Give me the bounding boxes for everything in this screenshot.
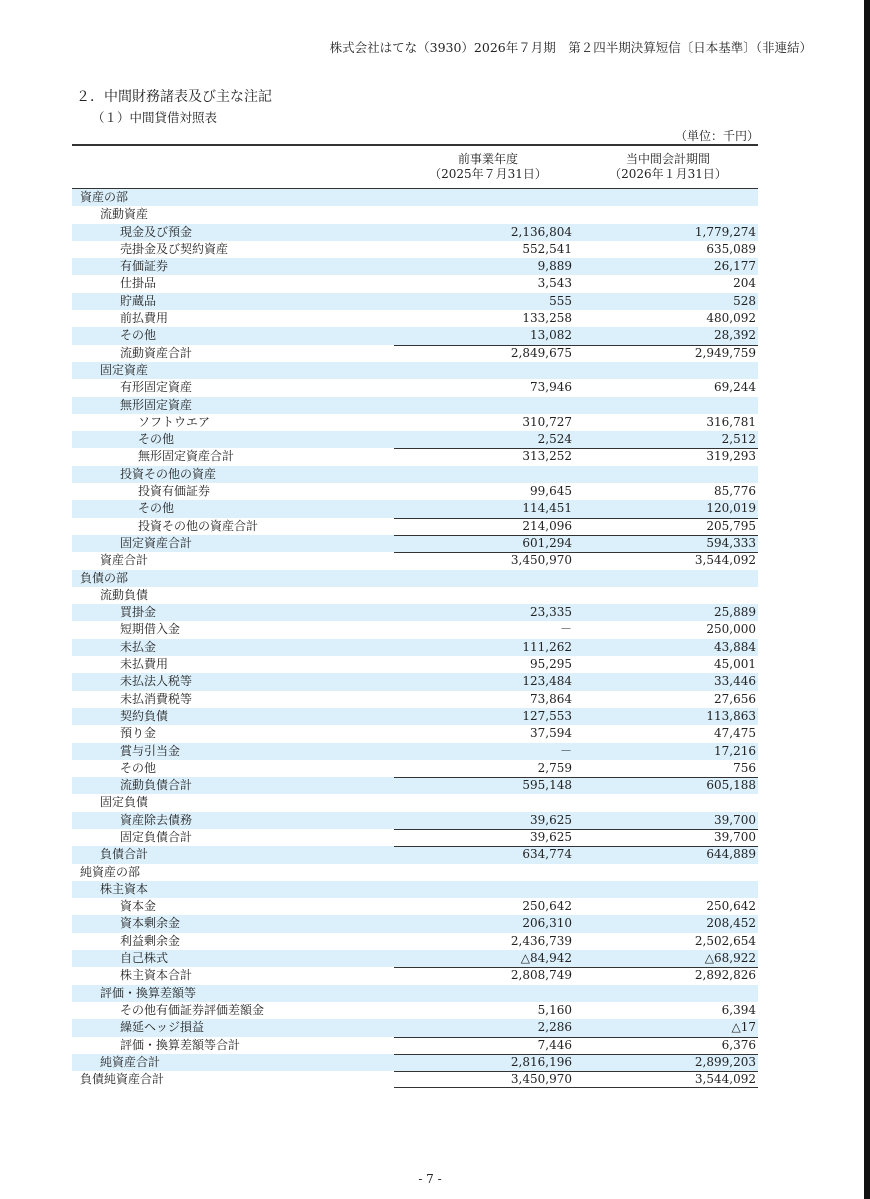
table-row bbox=[72, 708, 758, 725]
prev-period-value: 214,096 bbox=[522, 518, 572, 533]
table-row bbox=[72, 846, 758, 863]
table-row bbox=[72, 500, 758, 517]
current-period-value: 39,700 bbox=[714, 829, 756, 844]
current-period-value: 25,889 bbox=[714, 605, 756, 620]
current-period-value: 250,642 bbox=[706, 899, 756, 914]
table-row bbox=[72, 881, 758, 898]
prev-period-value: 2,136,804 bbox=[510, 224, 572, 239]
current-period-value: 3,544,092 bbox=[694, 1072, 756, 1087]
current-period-value: △68,922 bbox=[704, 951, 756, 966]
table-row bbox=[72, 310, 758, 327]
subsection-title: （１）中間貸借対照表 bbox=[92, 110, 218, 125]
current-period-value: 594,333 bbox=[706, 535, 756, 550]
row-label: 未払費用 bbox=[120, 657, 169, 672]
current-period-value: 2,892,826 bbox=[694, 968, 756, 983]
table-row bbox=[72, 327, 758, 344]
table-row bbox=[72, 535, 758, 552]
row-label: その他 bbox=[138, 501, 175, 516]
table-row bbox=[72, 829, 758, 846]
current-period-value: 205,795 bbox=[706, 518, 756, 533]
table-row bbox=[72, 466, 758, 483]
prev-period-value: 3,450,970 bbox=[510, 553, 572, 568]
row-label: 有形固定資産 bbox=[120, 380, 193, 395]
table-row bbox=[72, 864, 758, 881]
row-label: 売掛金及び契約資産 bbox=[120, 241, 229, 256]
prev-period-header bbox=[398, 152, 578, 182]
row-label: 買掛金 bbox=[120, 605, 157, 620]
row-label: その他有価証券評価差額金 bbox=[120, 1002, 265, 1017]
current-period-value: 316,781 bbox=[706, 414, 756, 429]
current-period-value: 45,001 bbox=[714, 657, 756, 672]
current-period-value: 644,889 bbox=[706, 847, 756, 862]
table-row bbox=[72, 570, 758, 587]
prev-period-value: 73,946 bbox=[530, 380, 572, 395]
row-label: 未払消費税等 bbox=[120, 691, 193, 706]
row-label: 資産除去債務 bbox=[120, 812, 193, 827]
row-label: 投資その他の資産 bbox=[120, 466, 217, 481]
prev-period-value: 313,252 bbox=[522, 449, 572, 464]
table-row bbox=[72, 345, 758, 362]
current-period-value: 26,177 bbox=[714, 259, 756, 274]
table-row bbox=[72, 777, 758, 794]
table-row bbox=[72, 587, 758, 604]
row-label: 自己株式 bbox=[120, 951, 169, 966]
row-label: 純資産の部 bbox=[80, 864, 141, 879]
row-label: 貯蔵品 bbox=[120, 293, 157, 308]
table-row bbox=[72, 293, 758, 310]
prev-period-value: 2,436,739 bbox=[510, 933, 572, 948]
table-row bbox=[72, 1019, 758, 1036]
row-label: 流動資産 bbox=[100, 207, 149, 222]
prev-period-title: 前事業年度 bbox=[457, 152, 518, 166]
prev-period-value: 3,543 bbox=[537, 276, 572, 291]
prev-period-value: 634,774 bbox=[522, 847, 572, 862]
prev-period-value: 9,889 bbox=[537, 259, 572, 274]
row-label: 未払金 bbox=[120, 639, 157, 654]
prev-period-value: 73,864 bbox=[530, 691, 572, 706]
table-row bbox=[72, 691, 758, 708]
row-label: 資産合計 bbox=[100, 553, 149, 568]
row-label: 無形固定資産 bbox=[120, 397, 193, 412]
current-period-value: 1,779,274 bbox=[694, 224, 756, 239]
table-row bbox=[72, 275, 758, 292]
row-label: 流動資産合計 bbox=[120, 345, 193, 360]
prev-period-value: 39,625 bbox=[530, 829, 572, 844]
current-period-value: 204 bbox=[733, 276, 756, 291]
row-label: 評価・換算差額等 bbox=[100, 985, 197, 1000]
row-label: 資本剰余金 bbox=[120, 916, 181, 931]
table-row bbox=[72, 950, 758, 967]
table-row bbox=[72, 760, 758, 777]
current-period-value: 635,089 bbox=[706, 241, 756, 256]
current-period-value: 69,244 bbox=[714, 380, 756, 395]
prev-period-value: 2,808,749 bbox=[510, 968, 572, 983]
balance-sheet-table bbox=[72, 144, 758, 1088]
prev-period-value: 2,849,675 bbox=[510, 345, 572, 360]
prev-period-value: 127,553 bbox=[522, 708, 572, 723]
table-body bbox=[72, 189, 758, 1088]
current-period-date: （2026年１月31日） bbox=[609, 167, 727, 181]
row-label: その他 bbox=[120, 760, 157, 775]
current-period-value: 605,188 bbox=[706, 778, 756, 793]
current-period-value: 2,949,759 bbox=[694, 345, 756, 360]
row-label: 純資産合計 bbox=[100, 1054, 161, 1069]
row-label: 繰延ヘッジ損益 bbox=[120, 1020, 205, 1035]
table-row bbox=[72, 898, 758, 915]
row-label: 株主資本合計 bbox=[120, 968, 193, 983]
row-label: 現金及び預金 bbox=[120, 224, 193, 239]
row-label: 投資有価証券 bbox=[138, 484, 211, 499]
current-period-header bbox=[578, 152, 758, 182]
row-label: その他 bbox=[138, 432, 175, 447]
table-row bbox=[72, 448, 758, 465]
current-period-value: 2,502,654 bbox=[694, 933, 756, 948]
table-header bbox=[72, 144, 758, 189]
row-label: 短期借入金 bbox=[120, 622, 181, 637]
prev-period-value: 2,524 bbox=[537, 432, 572, 447]
current-period-value: 2,512 bbox=[721, 432, 756, 447]
row-label: 投資その他の資産合計 bbox=[138, 518, 259, 533]
current-period-value: 33,446 bbox=[714, 674, 756, 689]
prev-period-value: △84,942 bbox=[520, 951, 572, 966]
table-row bbox=[72, 656, 758, 673]
table-row bbox=[72, 1054, 758, 1071]
row-label: 株主資本 bbox=[100, 881, 149, 896]
table-row bbox=[72, 933, 758, 950]
current-period-value: 3,544,092 bbox=[694, 553, 756, 568]
table-row bbox=[72, 552, 758, 569]
prev-period-value: 39,625 bbox=[530, 812, 572, 827]
table-row bbox=[72, 414, 758, 431]
row-label: 仕掛品 bbox=[120, 276, 157, 291]
table-row bbox=[72, 743, 758, 760]
row-label: 資産の部 bbox=[80, 190, 129, 204]
table-row bbox=[72, 673, 758, 690]
prev-period-value: 206,310 bbox=[522, 916, 572, 931]
prev-period-value: 601,294 bbox=[522, 535, 572, 550]
current-period-value: 28,392 bbox=[714, 328, 756, 343]
row-label: 負債合計 bbox=[100, 847, 149, 862]
prev-period-value: 111,262 bbox=[522, 639, 572, 654]
current-period-value: 17,216 bbox=[714, 743, 756, 758]
table-row bbox=[72, 189, 758, 206]
prev-period-value: 552,541 bbox=[522, 241, 572, 256]
prev-period-value: 595,148 bbox=[522, 778, 572, 793]
current-period-value: △17 bbox=[731, 1020, 756, 1035]
row-label: 固定資産合計 bbox=[120, 535, 193, 550]
table-row bbox=[72, 1071, 758, 1088]
current-period-title: 当中間会計期間 bbox=[625, 152, 710, 166]
row-label: 未払法人税等 bbox=[120, 674, 193, 689]
row-label: 契約負債 bbox=[120, 708, 169, 723]
prev-period-value: 2,816,196 bbox=[510, 1054, 572, 1069]
table-row bbox=[72, 1002, 758, 1019]
table-row bbox=[72, 258, 758, 275]
prev-period-value: － bbox=[559, 622, 572, 637]
row-label: 預り金 bbox=[120, 726, 157, 741]
current-period-value: 39,700 bbox=[714, 812, 756, 827]
prev-period-value: 114,451 bbox=[522, 501, 572, 516]
row-label: 利益剰余金 bbox=[120, 933, 181, 948]
table-row bbox=[72, 206, 758, 223]
table-row bbox=[72, 431, 758, 448]
table-row bbox=[72, 725, 758, 742]
prev-period-value: 3,450,970 bbox=[510, 1072, 572, 1087]
row-label: 資本金 bbox=[120, 899, 157, 914]
table-row bbox=[72, 639, 758, 656]
document-header: 株式会社はてな（3930）2026年７月期 第２四半期決算短信〔日本基準〕（非連結） bbox=[329, 40, 812, 55]
row-label: 負債の部 bbox=[80, 570, 129, 585]
prev-period-value: 7,446 bbox=[537, 1037, 572, 1052]
row-label: 無形固定資産合計 bbox=[138, 449, 235, 464]
table-row bbox=[72, 224, 758, 241]
current-period-value: 2,899,203 bbox=[694, 1054, 756, 1069]
table-row bbox=[72, 812, 758, 829]
current-period-value: 85,776 bbox=[714, 484, 756, 499]
row-label: 有価証券 bbox=[120, 259, 169, 274]
prev-period-value: 123,484 bbox=[522, 674, 572, 689]
current-period-value: 47,475 bbox=[714, 726, 756, 741]
row-label: 評価・換算差額等合計 bbox=[120, 1037, 241, 1052]
table-row bbox=[72, 985, 758, 1002]
table-row bbox=[72, 1037, 758, 1054]
table-row bbox=[72, 362, 758, 379]
prev-period-value: 250,642 bbox=[522, 899, 572, 914]
table-row bbox=[72, 397, 758, 414]
table-row bbox=[72, 241, 758, 258]
page-number: - 7 - bbox=[418, 1172, 442, 1186]
prev-period-value: 310,727 bbox=[522, 414, 572, 429]
table-row bbox=[72, 483, 758, 500]
current-period-value: 27,656 bbox=[714, 691, 756, 706]
row-label: 負債純資産合計 bbox=[80, 1072, 165, 1087]
row-label: その他 bbox=[120, 328, 157, 343]
current-period-value: 480,092 bbox=[706, 311, 756, 326]
row-label: 流動負債 bbox=[100, 587, 149, 602]
table-row bbox=[72, 621, 758, 638]
table-row bbox=[72, 794, 758, 811]
section-title: ２．中間財務諸表及び主な注記 bbox=[76, 89, 272, 105]
prev-period-value: 23,335 bbox=[530, 605, 572, 620]
current-period-value: 6,394 bbox=[721, 1002, 756, 1017]
unit-label: （単位：千円） bbox=[675, 129, 760, 143]
prev-period-value: 2,759 bbox=[537, 760, 572, 775]
prev-period-value: 37,594 bbox=[530, 726, 572, 741]
row-label: 固定負債合計 bbox=[120, 829, 193, 844]
current-period-value: 528 bbox=[733, 293, 756, 308]
prev-period-date: （2025年７月31日） bbox=[429, 167, 547, 181]
prev-period-value: 13,082 bbox=[530, 328, 572, 343]
prev-period-value: 5,160 bbox=[537, 1002, 572, 1017]
current-period-value: 756 bbox=[733, 760, 756, 775]
row-label: ソフトウエア bbox=[138, 414, 211, 429]
table-row bbox=[72, 967, 758, 984]
current-period-value: 208,452 bbox=[706, 916, 756, 931]
prev-period-value: 99,645 bbox=[530, 484, 572, 499]
table-row bbox=[72, 518, 758, 535]
current-period-value: 43,884 bbox=[714, 639, 756, 654]
row-label: 固定資産 bbox=[100, 362, 149, 377]
row-label: 固定負債 bbox=[100, 795, 149, 810]
current-period-value: 250,000 bbox=[706, 622, 756, 637]
table-row bbox=[72, 379, 758, 396]
row-label: 流動負債合計 bbox=[120, 778, 193, 793]
row-label: 賞与引当金 bbox=[120, 743, 181, 758]
current-period-value: 120,019 bbox=[706, 501, 756, 516]
current-period-value: 113,863 bbox=[706, 708, 756, 723]
prev-period-value: － bbox=[559, 743, 572, 758]
prev-period-value: 133,258 bbox=[522, 311, 572, 326]
prev-period-value: 2,286 bbox=[537, 1020, 572, 1035]
page-edge bbox=[864, 0, 870, 1199]
current-period-value: 319,293 bbox=[706, 449, 756, 464]
row-label: 前払費用 bbox=[120, 311, 169, 326]
prev-period-value: 555 bbox=[549, 293, 572, 308]
table-row bbox=[72, 604, 758, 621]
current-period-value: 6,376 bbox=[721, 1037, 756, 1052]
table-row bbox=[72, 915, 758, 932]
prev-period-value: 95,295 bbox=[530, 657, 572, 672]
